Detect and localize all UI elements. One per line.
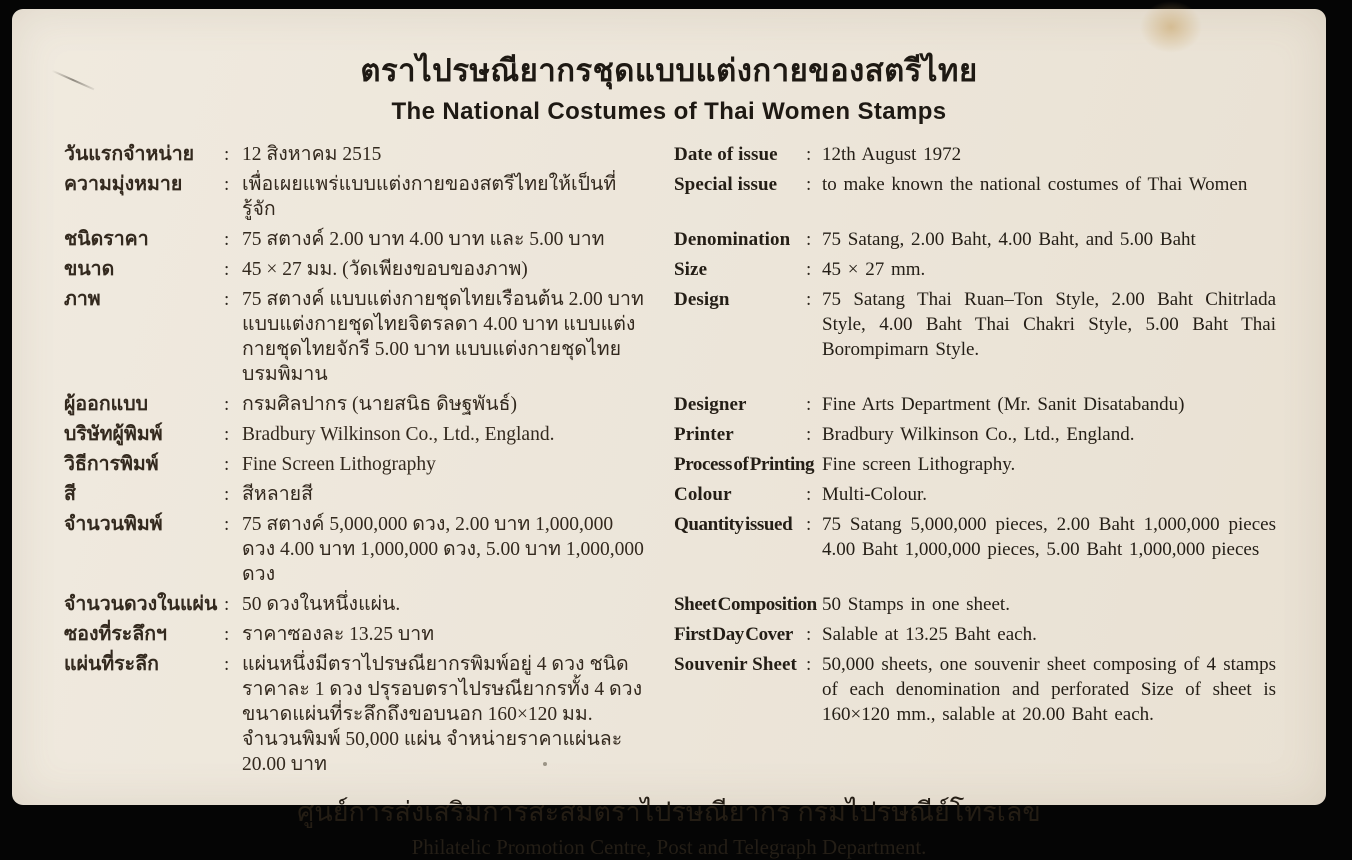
field-value-english: 75 Satang, 2.00 Baht, 4.00 Baht, and 5.00 Baht xyxy=(822,229,1196,250)
field-value-thai: Fine Screen Lithography xyxy=(242,454,436,475)
colon-separator-thai xyxy=(224,592,242,617)
field-value-english: 50 Stamps in one sheet. xyxy=(822,594,1010,615)
colon-separator-thai xyxy=(224,422,242,447)
field-label-english: Denomination xyxy=(674,229,791,250)
field-value-english: Salable at 13.25 Baht each. xyxy=(822,624,1037,645)
field-label-english: Colour xyxy=(674,484,732,505)
details-table xyxy=(64,142,1276,777)
field-label-thai: วันแรกจำหน่าย xyxy=(64,144,195,165)
field-label-thai: ขนาด xyxy=(64,259,115,280)
paper-speck xyxy=(543,762,547,766)
field-label-thai: บริษัทผู้พิมพ์ xyxy=(64,424,163,445)
field-label-thai: ผู้ออกแบบ xyxy=(64,394,148,415)
field-value-thai: Bradbury Wilkinson Co., Ltd., England. xyxy=(242,424,555,445)
field-value-english: 45 × 27 mm. xyxy=(822,259,926,280)
field-label-english: Design xyxy=(674,289,730,310)
field-label-thai: วิธีการพิมพ์ xyxy=(64,454,159,475)
colon-separator-thai xyxy=(224,482,242,507)
title-thai: ตราไปรษณียากรชุดแบบแต่งกายของสตรีไทย xyxy=(360,53,978,88)
colon-separator-thai xyxy=(224,172,242,197)
field-label-english: Quantity issued xyxy=(674,514,793,535)
footer-thai: ศูนย์การส่งเสริมการสะสมตราไปรษณียากร กรมไปรษณีย์โทรเลข xyxy=(297,797,1041,827)
field-value-english: to make known the national costumes of Thai Women xyxy=(822,174,1248,195)
field-label-english: Printer xyxy=(674,424,734,445)
field-value-english: 75 Satang 5,000,000 pieces, 2.00 Baht 1,000,000 pieces 4.00 Baht 1,000,000 pieces, 5.00 Baht 1,000,000 pieces xyxy=(822,514,1276,560)
field-label-thai: ซองที่ระลึกฯ xyxy=(64,624,167,645)
bulletin-card xyxy=(12,9,1326,859)
field-label-english: Date of issue xyxy=(674,144,778,165)
field-value-thai: 12 สิงหาคม 2515 xyxy=(242,144,382,165)
field-value-english: Fine Arts Department (Mr. Sanit Disatabandu) xyxy=(822,394,1185,415)
colon-separator-thai xyxy=(224,452,242,477)
field-value-english: 75 Satang Thai Ruan–Ton Style, 2.00 Baht Chitrlada Style, 4.00 Baht Thai Chakri Style, 5.00 Baht Thai Borompimarn Style. xyxy=(822,289,1276,360)
field-value-thai: สีหลายสี xyxy=(242,484,313,505)
footer-english: Philatelic Promotion Centre, Post and Telegraph Department. xyxy=(411,835,927,859)
field-value-english: Fine screen Lithography. xyxy=(822,454,1016,475)
field-label-thai: ภาพ xyxy=(64,289,101,310)
field-value-english: 50,000 sheets, one souvenir sheet composing of 4 stamps of each denomination and perforated Size of sheet is 160×120 mm., salable at 20.00 Baht each. xyxy=(822,654,1276,725)
field-label-thai: จำนวนดวงในแผ่น xyxy=(64,594,218,615)
field-label-english: Souvenir Sheet xyxy=(674,654,797,675)
colon-separator-thai xyxy=(224,142,242,167)
colon-separator-thai xyxy=(224,257,242,282)
colon-separator-english xyxy=(806,512,822,537)
colon-separator-thai xyxy=(224,622,242,647)
field-value-english: Bradbury Wilkinson Co., Ltd., England. xyxy=(822,424,1135,445)
field-value-thai: 45 × 27 มม. (วัดเพียงขอบของภาพ) xyxy=(242,259,528,280)
field-value-thai: กรมศิลปากร (นายสนิธ ดิษฐพันธ์) xyxy=(242,394,518,415)
field-label-thai: จำนวนพิมพ์ xyxy=(64,514,163,535)
field-label-english: Size xyxy=(674,259,708,280)
colon-separator-english xyxy=(806,452,822,477)
colon-separator-english xyxy=(806,652,822,677)
field-label-english: Designer xyxy=(674,394,747,415)
colon-separator-english xyxy=(806,392,822,417)
colon-separator-english xyxy=(806,422,822,447)
colon-separator-english xyxy=(806,227,822,252)
colon-separator-english xyxy=(806,592,822,617)
field-value-thai: 50 ดวงในหนึ่งแผ่น. xyxy=(242,594,401,615)
field-value-thai: แผ่นหนึ่งมีตราไปรษณียากรพิมพ์อยู่ 4 ดวง ชนิดราคาละ 1 ดวง ปรุรอบตราไปรษณียากรทั้ง 4 ดวง ขนาดแผ่นที่ระลึกถึงขอบนอก 160×120 มม. จำนวนพิมพ์ 50,000 แผ่น จำหน่ายราคาแผ่นละ 20.00 บาท xyxy=(242,654,643,775)
colon-separator-english xyxy=(806,482,822,507)
field-label-thai: ความมุ่งหมาย xyxy=(64,174,183,195)
field-value-thai: เพื่อเผยแพร่แบบแต่งกายของสตรีไทยให้เป็นที่รู้จัก xyxy=(242,174,617,220)
colon-separator-english xyxy=(806,142,822,167)
field-value-thai: 75 สตางค์ 2.00 บาท 4.00 บาท และ 5.00 บาท xyxy=(242,229,605,250)
colon-separator-english xyxy=(806,257,822,282)
colon-separator-english xyxy=(806,287,822,312)
field-value-english: Multi-Colour. xyxy=(822,484,928,505)
colon-separator-english xyxy=(806,622,822,647)
field-label-thai: ชนิดราคา xyxy=(64,229,149,250)
field-label-english: Special issue xyxy=(674,174,778,195)
colon-separator-thai xyxy=(224,227,242,252)
field-label-thai: สี xyxy=(64,484,76,505)
field-label-thai: แผ่นที่ระลึก xyxy=(64,654,159,675)
field-value-thai: 75 สตางค์ แบบแต่งกายชุดไทยเรือนต้น 2.00 บาท แบบแต่งกายชุดไทยจิตรลดา 4.00 บาท แบบแต่งกายชุดไทยจักรี 5.00 บาท แบบแต่งกายชุดไทยบรมพิมาน xyxy=(242,289,644,385)
field-label-english: Sheet Composition xyxy=(674,594,817,615)
colon-separator-thai xyxy=(224,652,242,677)
colon-separator-english xyxy=(806,172,822,197)
field-value-thai: 75 สตางค์ 5,000,000 ดวง, 2.00 บาท 1,000,000 ดวง 4.00 บาท 1,000,000 ดวง, 5.00 บาท 1,000,000 ดวง xyxy=(242,514,644,585)
field-value-thai: ราคาซองละ 13.25 บาท xyxy=(242,624,435,645)
title-english: The National Costumes of Thai Women Stamps xyxy=(391,98,947,125)
colon-separator-thai xyxy=(224,512,242,537)
colon-separator-thai xyxy=(224,392,242,417)
field-label-english: Process of Printing xyxy=(674,454,815,475)
field-label-english: First Day Cover xyxy=(674,624,793,645)
field-value-english: 12th August 1972 xyxy=(822,144,962,165)
colon-separator-thai xyxy=(224,287,242,312)
